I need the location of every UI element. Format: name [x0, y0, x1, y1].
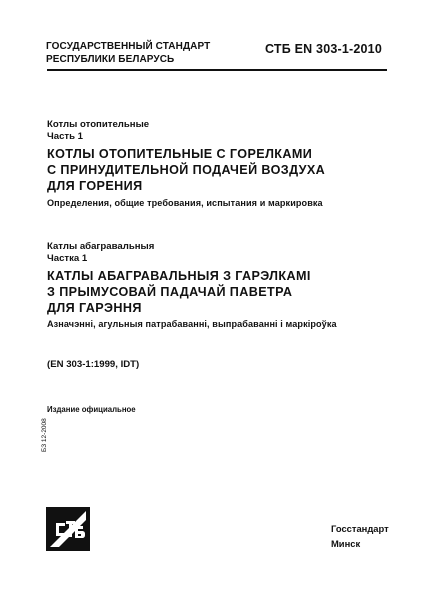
edition-label: Издание официальное — [47, 405, 136, 414]
stb-logo-icon — [46, 507, 90, 551]
ru-title-line-1: КОТЛЫ ОТОПИТЕЛЬНЫЕ С ГОРЕЛКАМИ — [47, 147, 313, 161]
header-rule — [47, 69, 387, 71]
vertical-note: БЗ 12-2008 — [41, 418, 48, 452]
by-name: Катлы абагравальныя — [47, 241, 155, 252]
header-line-1: ГОСУДАРСТВЕННЫЙ СТАНДАРТ — [46, 41, 211, 52]
publisher-city: Минск — [331, 538, 361, 549]
ru-name: Котлы отопительные — [47, 119, 150, 130]
by-title-line-1: КАТЛЫ АБАГРАВАЛЬНЫЯ З ГАРЭЛКАМІ — [47, 269, 311, 283]
ru-title — [47, 146, 325, 194]
ru-subtitle: Определения, общие требования, испытания и маркировка — [47, 198, 323, 208]
ru-title-line-3: ДЛЯ ГОРЕНИЯ — [47, 179, 143, 193]
by-title-line-2: З ПРЫМУСОВАЙ ПАДАЧАЙ ПАВЕТРА — [47, 285, 293, 299]
by-title — [47, 268, 311, 316]
reference: (EN 303-1:1999, IDT) — [47, 359, 140, 370]
header-line-2: РЕСПУБЛИКИ БЕЛАРУСЬ — [46, 54, 175, 65]
ru-part: Часть 1 — [47, 131, 84, 142]
by-part: Частка 1 — [47, 253, 88, 264]
ru-title-line-2: С ПРИНУДИТЕЛЬНОЙ ПОДАЧЕЙ ВОЗДУХА — [47, 163, 326, 177]
publisher-name: Госстандарт — [331, 523, 389, 534]
by-subtitle: Азначэнні, агульныя патрабаванні, выпрабаванні і маркіроўка — [47, 319, 337, 329]
standard-code: СТБ EN 303-1-2010 — [265, 42, 382, 56]
by-title-line-3: ДЛЯ ГАРЭННЯ — [47, 301, 142, 315]
publisher — [331, 521, 389, 551]
